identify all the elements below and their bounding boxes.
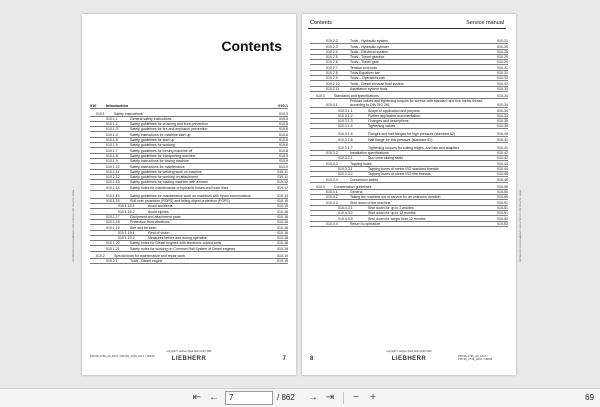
page-number: 8 bbox=[310, 356, 314, 362]
footer-copyright: copyright © Liebherr-Werk Telfs GmbH 2022 bbox=[166, 351, 212, 353]
toc-entry-title: Flanges and half flanges for high pressure (standard 62) bbox=[368, 132, 456, 137]
toc-entry-page: 010-31 bbox=[497, 65, 508, 70]
toc-entry-number: 010.1.20 bbox=[106, 241, 120, 246]
toc-entry[interactable] bbox=[310, 222, 508, 227]
toc-entry-title: Safety notes for Diesel engines with electronic control units bbox=[130, 241, 222, 246]
toc-entry-title: Tools - Travel gearbox bbox=[350, 55, 385, 60]
toc-entry-page: 010-25 bbox=[497, 44, 508, 49]
toc-entry-number: 010.2.4 bbox=[326, 49, 338, 54]
toc-entry-number: 010.2.2 bbox=[326, 39, 338, 44]
toc-entry-page: 010-34 bbox=[497, 108, 508, 113]
toc-entry-number: 010.1.3 bbox=[106, 127, 118, 132]
toc-entry[interactable] bbox=[310, 177, 508, 182]
toc-entry-number: 010.2 bbox=[96, 254, 105, 259]
toc-entry-page: 010-9 bbox=[279, 159, 288, 164]
side-code-right: LWT/DE/2020-01-15/01-A4/EN/0 / 0026-1736-G6.0 / PR 736-1736 / 18634 bbox=[520, 190, 522, 263]
toc-entry-number: 010.2.10 bbox=[326, 81, 340, 86]
toc-entry-number: 010.2.11 bbox=[326, 86, 340, 91]
toc-entry-title: Installation specifications bbox=[350, 151, 389, 156]
toc-entry-number: 010.1.12 bbox=[106, 175, 120, 180]
toc-entry-page: 010-44 bbox=[497, 161, 508, 166]
toc-entry-page: 010-35 bbox=[497, 119, 508, 124]
toc-entry-title: Safety guidelines for working on attachment bbox=[130, 175, 198, 180]
toc-entry-title: Protection from vibrations bbox=[130, 220, 170, 225]
toc-entry-number: 010.4 bbox=[316, 184, 325, 189]
toc-entry-page: 010-32 bbox=[497, 81, 508, 86]
toc-entry-page: 010-33 bbox=[497, 86, 508, 91]
toc-entry-number: 010.3.3 bbox=[326, 161, 338, 166]
toc-entry-number: 010.4.1 bbox=[326, 190, 338, 195]
toc-entry-number: 010.1.6 bbox=[106, 143, 118, 148]
toc-entry-page: 010-21 bbox=[497, 39, 508, 44]
toc-entry-number: 010.3.1.5 bbox=[338, 132, 353, 137]
toc-entry-page: 010-8 bbox=[279, 148, 288, 153]
footer-code: PR726-1736_40_G6.0 / PR736_1736_G6.0 / 18634 bbox=[458, 354, 493, 362]
toc-entry-title: Tightening values bbox=[368, 124, 396, 129]
toc-entry-title: Changes and descriptions bbox=[368, 119, 409, 124]
toc-entry-number: 010.4.3.3 bbox=[338, 216, 353, 221]
toc-entry-number: 010.1.8 bbox=[106, 153, 118, 158]
toc-entry-number: 010.3.1.1 bbox=[338, 108, 353, 113]
header-left: Contents bbox=[310, 20, 333, 26]
toc-entry-number: 010.3.1.3 bbox=[338, 119, 353, 124]
toc-entry-page: 010-42 bbox=[497, 156, 508, 161]
toc-entry-page: 010-9 bbox=[279, 164, 288, 169]
toc-entry-title: Field of vision bbox=[148, 230, 170, 235]
running-header bbox=[308, 19, 506, 29]
toc-entry-page: 010-44 bbox=[497, 166, 508, 171]
toc-entry-page: 010-29 bbox=[497, 55, 508, 60]
toc-entry-title: Avoid injuries bbox=[148, 209, 169, 214]
toc-entry-page: 010-45 bbox=[497, 172, 508, 177]
toc-entry-title: Conservation guidelines bbox=[334, 184, 372, 189]
toc-entry-page: 010-51 bbox=[497, 211, 508, 216]
toc-entry-title: See and be seen bbox=[130, 225, 157, 230]
toc-entry-title: Tools - Hydraulic system bbox=[350, 39, 388, 44]
page-number-input[interactable]: 7 bbox=[225, 391, 273, 405]
toc-entry-number: 010.1 bbox=[96, 111, 105, 116]
toc-right bbox=[310, 39, 508, 227]
toc-entry-title: Equipment and attachment parts bbox=[130, 214, 181, 219]
toc-entry-page: 010-31 bbox=[497, 71, 508, 76]
toc-entry-page: 010-40 bbox=[497, 132, 508, 137]
toc-entry-page: 010-34 bbox=[497, 94, 508, 99]
zoom-level[interactable]: 69 bbox=[585, 393, 594, 402]
toc-entry-title: Shut down of the machine bbox=[350, 200, 391, 205]
toc-entry-title: Further applicable documentation bbox=[368, 113, 420, 118]
page-footer bbox=[308, 351, 510, 369]
toc-entry-page: 010-3 bbox=[279, 111, 288, 116]
toc-entry-page: 010-1 bbox=[278, 104, 288, 109]
toc-entry[interactable] bbox=[310, 143, 508, 151]
toc-entry-number: 010.1.19 bbox=[106, 225, 120, 230]
toc-entry-number: 010.1.10 bbox=[106, 164, 120, 169]
toc-entry-number: 010.1.7 bbox=[106, 148, 118, 153]
toc-entry-title: Safety guidelines for loading machine with a crane bbox=[130, 180, 209, 185]
toc-left bbox=[90, 104, 288, 264]
toc-entry-number: 010.2.3 bbox=[326, 44, 338, 49]
toc-entry-number: 010.1.19.2 bbox=[118, 236, 135, 241]
footer-code: PR726-1736_40_G6.0 / PR736_1736_G6.0 / 18634 bbox=[90, 354, 155, 358]
toc-entry-number: 010.1.1 bbox=[106, 116, 118, 121]
toc-entry-title: Avoid accidents bbox=[148, 204, 173, 209]
toc-entry-number: 010.4.3.1 bbox=[338, 206, 353, 211]
toc-entry-title: Shut down for up to 12 months bbox=[368, 211, 416, 216]
toc-entry-page: 010-19 bbox=[277, 259, 288, 264]
toc-entry-page: 010-16 bbox=[277, 225, 288, 230]
toc-entry-title: Taking the machine out of service for an unknown duration bbox=[350, 195, 441, 200]
toc-entry-page: 010-16 bbox=[277, 230, 288, 235]
first-page-icon[interactable]: ⇤ bbox=[192, 392, 202, 403]
toc-entry-title: Return to operation bbox=[350, 221, 380, 226]
toc-entry-page: 010-13 bbox=[277, 193, 288, 198]
toc-entry-title: Tension unit tools bbox=[350, 65, 378, 70]
toc-entry-title: Safety instructions bbox=[114, 111, 143, 116]
toc-entry-page: 010-42 bbox=[497, 151, 508, 156]
toc-entry-page: 010-26 bbox=[497, 49, 508, 54]
toc-entry-title: Tapping holes bbox=[350, 161, 372, 166]
page-number: 7 bbox=[282, 356, 286, 362]
toc-entry-page: 010-41 bbox=[497, 145, 508, 150]
toc-entry-page: 010-4 bbox=[279, 116, 288, 121]
toc-entry-title: Safety guidelines for start up bbox=[130, 138, 175, 143]
page-footer bbox=[88, 351, 290, 369]
toc-entry-title: Roll over protection (ROPS) and falling object protection (FOPS) bbox=[130, 199, 230, 204]
toc-entry-title: Safety guidelines for maintenance work on machines with hydro accumulators bbox=[130, 193, 251, 198]
toc-entry-title: Scope of application and purpose bbox=[368, 108, 420, 113]
previous-page-icon[interactable]: ← bbox=[209, 392, 219, 403]
liebherr-logo: LIEBHERR bbox=[171, 356, 207, 362]
liebherr-logo: LIEBHERR bbox=[391, 356, 427, 362]
toc-entry-number: 010.3.3.2 bbox=[338, 172, 353, 177]
toc-entry[interactable] bbox=[90, 104, 288, 109]
toc-entry-page: 010-11 bbox=[277, 169, 288, 174]
toc-entry-title: Safety guidelines for fire and explosion prevention bbox=[130, 127, 208, 132]
toc-entry[interactable] bbox=[90, 191, 288, 199]
toc-entry-title: Tools Equalizer bar bbox=[350, 71, 380, 76]
toc-entry-number: 010.1.2 bbox=[106, 122, 118, 127]
toc-entry-number: 010.3.1.2 bbox=[338, 113, 353, 118]
toc-entry-page: 010-5 bbox=[279, 127, 288, 132]
toc-entry-page: 010-32 bbox=[497, 76, 508, 81]
toc-entry-page: 010-11 bbox=[277, 175, 288, 180]
toc-entry-page: 010-35 bbox=[497, 124, 508, 129]
toc-entry-number: 010.1.17 bbox=[106, 214, 120, 219]
zoom-in-icon[interactable]: + bbox=[370, 392, 376, 403]
toc-entry-title: Tools – Operator's cab bbox=[350, 76, 385, 81]
page-7 bbox=[82, 14, 296, 375]
toc-entry-number: 010.1.11 bbox=[106, 169, 120, 174]
toc-entry-number: 010.1.16.2 bbox=[118, 209, 135, 214]
toc-entry-number: 010.3.1 bbox=[326, 103, 338, 108]
toc-entry-title: Safety instructions for machine start up bbox=[130, 132, 191, 137]
toc-entry-title: Tools - Hydraulic cylinder bbox=[350, 44, 389, 49]
toc-entry-page: 010-15 bbox=[277, 204, 288, 209]
toc-entry-title: Tapping bores of metric ISO standard threads bbox=[368, 166, 439, 171]
toc-entry-number: 010.4.3.2 bbox=[338, 211, 353, 216]
toc-entry-page: 010-50 bbox=[497, 195, 508, 200]
toc-entry-title: Tools - Diesel engine bbox=[130, 259, 163, 264]
toc-entry-page: 010-15 bbox=[277, 199, 288, 204]
toc-entry-number: 010.3.1.4 bbox=[338, 124, 353, 129]
toc-entry-page: 010-9 bbox=[279, 153, 288, 158]
toc-entry-page: 010-51 bbox=[497, 206, 508, 211]
toc-entry-number: 010.3.1.6 bbox=[338, 137, 353, 142]
toc-entry-page: 010-41 bbox=[497, 137, 508, 142]
toc-entry-title: Safety guidelines for working bbox=[130, 143, 175, 148]
toc-entry-page: 010-53 bbox=[497, 221, 508, 226]
toc-entry-page: 010-5 bbox=[279, 122, 288, 127]
toc-entry-title: Safety guidelines for transporting machine bbox=[130, 153, 196, 158]
toc-entry-page: 010-52 bbox=[497, 216, 508, 221]
toc-entry-page: 010-16 bbox=[277, 209, 288, 214]
page-total: / 862 bbox=[277, 393, 295, 402]
toc-entry-number: 010.4.2 bbox=[326, 195, 338, 200]
toc-entry-number: 010.1.13 bbox=[106, 180, 120, 185]
toc-entry-number: 010.2.1 bbox=[106, 259, 118, 264]
page-title: Contents bbox=[221, 38, 282, 54]
zoom-out-icon[interactable]: − bbox=[353, 392, 359, 403]
toc-entry[interactable] bbox=[310, 87, 508, 92]
toc-entry-number: 010.3.4 bbox=[326, 177, 338, 182]
toc-entry[interactable] bbox=[90, 259, 288, 264]
toc-entry-number: 010.1.15 bbox=[106, 193, 120, 198]
toc-entry-title: Tools - Travel gear bbox=[350, 60, 379, 65]
toc-entry-page: 010-18 bbox=[277, 241, 288, 246]
next-page-icon[interactable]: → bbox=[308, 392, 318, 403]
toc-entry-title: Duo cone sliding seals bbox=[368, 156, 404, 161]
toc-entry-title: Shut down for longer than 12 months bbox=[368, 216, 426, 221]
side-code-left: LWT/DE/2020-01-15/01-A4/EN/0 / 0026-1736-G6.0 / PR 726-1736 / 18634 bbox=[73, 190, 75, 263]
toc-entry-title: Safety guidelines for welding work on machine bbox=[130, 169, 202, 174]
toc-entry-number: 010.1.14 bbox=[106, 185, 120, 190]
toc-entry-page: 010-18 bbox=[277, 236, 288, 241]
header-right: Service manual bbox=[466, 20, 504, 26]
toc-entry-page: 010-49 bbox=[497, 177, 508, 182]
toc-entry-number: 010 bbox=[90, 104, 97, 109]
last-page-icon[interactable]: ⇥ bbox=[325, 392, 335, 403]
toc-entry-title: General safety instructions bbox=[130, 116, 172, 121]
toc-entry-title: Standards and specifications bbox=[334, 94, 379, 99]
toc-entry[interactable] bbox=[310, 99, 508, 108]
toc-entry-number: 010.3.3.1 bbox=[338, 166, 353, 171]
toc-entry-title: Introduction bbox=[106, 104, 129, 109]
toolbar-divider bbox=[343, 392, 344, 404]
toc-entry-number: 010.1.19.1 bbox=[118, 230, 135, 235]
toc-entry-title: Half flange for low pressure (standard 61) bbox=[368, 137, 433, 142]
toc-entry-title: Safety guidelines for turning machine off bbox=[130, 148, 193, 153]
toc-entry-page: 010-12 bbox=[277, 180, 288, 185]
toc-entry-number: 010.4.3 bbox=[326, 200, 338, 205]
toc-entry-number: 010.3.1.7 bbox=[338, 145, 353, 150]
toc-entry[interactable] bbox=[90, 246, 288, 251]
toc-entry-page: 010-19 bbox=[277, 254, 288, 259]
toc-entry-title: Safety instructions for towing machine bbox=[130, 159, 189, 164]
toc-entry-page: 010-6 bbox=[279, 138, 288, 143]
toc-entry-title: Tools - Diesel exhaust fluid system bbox=[350, 81, 404, 86]
footer-copyright: copyright © Liebherr-Werk Telfs GmbH 2022 bbox=[386, 351, 432, 353]
toc-entry-title: Measures before and during operation bbox=[148, 236, 208, 241]
toc-entry-title: Shut down for up to 2 months bbox=[368, 206, 414, 211]
toc-entry-title: Special tools for maintenance and repair work bbox=[114, 254, 186, 259]
toc-entry-title: Safety instructions for maintenance bbox=[130, 164, 185, 169]
toc-entry-title: Tightening torques for cutting edges, and bits and adapters bbox=[368, 145, 460, 150]
toc-entry-number: 010.1.16 bbox=[106, 199, 120, 204]
toc-entry-number: 010.1.16.1 bbox=[118, 204, 135, 209]
toc-entry-page: 010-29 bbox=[497, 60, 508, 65]
toc-entry-number: 010.2.5 bbox=[326, 55, 338, 60]
toc-entry-number: 010.1.21 bbox=[106, 246, 120, 251]
toc-entry-number: 010.3.2 bbox=[326, 151, 338, 156]
toc-entry-number: 010.2.6 bbox=[326, 60, 338, 65]
toc-entry-page: 010-16 bbox=[277, 214, 288, 219]
toc-entry-page: 010-12 bbox=[277, 185, 288, 190]
toc-entry-page: 010-16 bbox=[277, 220, 288, 225]
toc-entry-page: 010-50 bbox=[497, 190, 508, 195]
toc-entry-page: 010-34 bbox=[497, 103, 508, 108]
toc-entry-number: 010.2.8 bbox=[326, 71, 338, 76]
toc-entry-title: Assistance system tools bbox=[350, 86, 388, 91]
toc-entry-page: 010-34 bbox=[497, 113, 508, 118]
toc-entry-number: 010.3.2.1 bbox=[338, 156, 353, 161]
toc-entry-page: 010-18 bbox=[277, 246, 288, 251]
toc-entry-title: Preload values and tightening torques for screws with standard and fine metric thread according to DIN ISO 261 bbox=[350, 99, 483, 108]
toc-entry-number: 010.3 bbox=[316, 94, 325, 99]
toc-entry-page: 010-50 bbox=[497, 184, 508, 189]
toc-entry[interactable] bbox=[310, 129, 508, 137]
toc-entry-number: 010.1.9 bbox=[106, 159, 118, 164]
toc-entry-page: 010-6 bbox=[279, 132, 288, 137]
toc-entry-title: Tapping bores of metric ISO fine threads bbox=[368, 172, 431, 177]
toc-entry-number: 010.1.18 bbox=[106, 220, 120, 225]
viewer-toolbar bbox=[0, 388, 600, 407]
toc-entry-number: 010.4.4 bbox=[326, 221, 338, 226]
toc-entry-title: Tools - Electrical system bbox=[350, 49, 388, 54]
toc-entry-number: 010.1.5 bbox=[106, 138, 118, 143]
toc-entry-title: Safety guidelines for crushing and burn prevention bbox=[130, 122, 209, 127]
toc-entry-page: 010-6 bbox=[279, 143, 288, 148]
toc-entry-title: General bbox=[350, 190, 363, 195]
toc-entry-number: 010.2.7 bbox=[326, 65, 338, 70]
page-8 bbox=[302, 14, 516, 375]
toc-entry-number: 010.2.9 bbox=[326, 76, 338, 81]
toc-entry-title: Conversion tables bbox=[350, 177, 379, 182]
toc-entry-page: 010-51 bbox=[497, 200, 508, 205]
toc-entry-title: Safety notes for maintenance of hydraulic hoses and hose lines bbox=[130, 185, 229, 190]
toc-entry-number: 010.1.4 bbox=[106, 132, 118, 137]
toc-entry-title: Safety notes for working on Common Rail System of Diesel engines bbox=[130, 246, 236, 251]
